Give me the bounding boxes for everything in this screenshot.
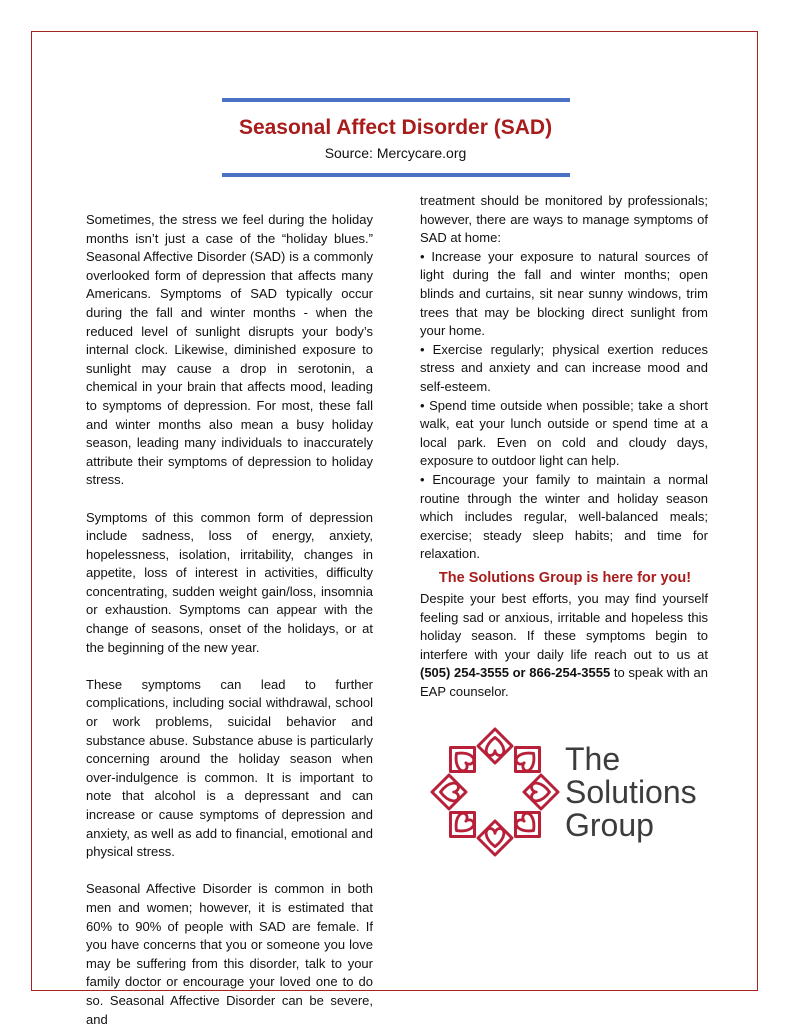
logo-diamond-icon [432,775,466,809]
left-column [86,211,373,1029]
bullet-exercise: • Exercise regularly; physical exertion reduces stress and anxiety and can increase mood and self-esteem. [420,341,708,394]
logo-diamond-icon [478,729,512,763]
logo-heart-icon [450,812,475,837]
paragraph-symptoms: Symptoms of this common form of depression include sadness, loss of energy, anxiety, hopelessness, isolation, irritability, changes in appetite, loss of interest in activities, difficulty concentrating, sudden weight gain/loss, insomnia or exhaustion. Symptoms can appear with the change of seasons, onset of the holidays, or at the beginning of the new year. [86,509,373,655]
logo-diamond-icon [524,775,558,809]
logo-line-group: Group [565,807,654,843]
logo-heart-icon [515,747,540,772]
logo-heart-icon [450,747,475,772]
phone-numbers: (505) 254-3555 or 866-254-3555 [420,665,611,681]
paragraph-treatment: treatment should be monitored by professionals; however, there are ways to manage symptoms of SAD at home: [420,193,708,246]
header-rule-top [222,98,570,102]
paragraph-intro: Sometimes, the stress we feel during the holiday months isn’t just a case of the “holiday blues.” Seasonal Affective Disorder (SAD) is a commonly overlooked form of depression that affects many Americans. Symptoms of SAD typically occur during the fall and winter months - when the reduced level of sunlight disrupts your body’s internal clock. Likewise, diminished exposure to sunlight may cause a drop in serotonin, a chemical in your brain that affects mood, leading to symptoms of depression. For most, these fall and winter months also mean a busy holiday season, leading many individuals to inaccurately attribute their symptoms of depression to holiday stress. [86,212,373,488]
bullet-routine: • Encourage your family to maintain a normal routine through the winter and holiday season which includes regular, well-balanced meals; exercise; steady sleep habits; and time for relaxation. [420,471,708,562]
logo-line-the: The [565,741,621,777]
callout-heading: The Solutions Group is here for you! [438,570,692,586]
logo-line-solutions: Solutions [565,774,697,810]
callout-text-end: to speak with an EAP counselor. [420,665,708,699]
logo-wordmark [565,743,697,842]
callout-text [420,590,708,702]
logo-diamond-icon [478,821,512,855]
source-line: Source: Mercycare.org [324,145,467,161]
logo-heart-icon [532,783,550,801]
header-rule-bottom [222,173,570,177]
paragraph-complications: These symptoms can lead to further complications, including social withdrawal, school or work problems, suicidal behavior and substance abuse. Substance abuse is particularly concerning around the holiday season when over-indulgence is common. It is important to note that alcohol is a depressant and can increase or cause symptoms of depression and anxiety, as well as add to financial, emotional and physical stress. [86,676,373,860]
bullet-outside: • Spend time outside when possible; take a short walk, eat your lunch outside or spend time at a local park. Even on cold and cloudy days, exposure to outdoor light can help. [420,397,708,469]
logo-heart-icon [515,812,540,837]
callout-body [420,590,708,702]
right-column [420,192,708,564]
logo-heart-icon [486,829,504,847]
callout-text-start: Despite your best efforts, you may find yourself feeling sad or anxious, irritable and hopeless this holiday season. If these symptoms begin to interfere with your daily life reach out to us at [420,591,708,662]
page-title: Seasonal Affect Disorder (SAD) [238,116,553,139]
bullet-light: • Increase your exposure to natural sources of light during the fall and winter months; open blinds and curtains, sit near sunny windows, trim trees that may be blocking direct sunlight from your home. [420,248,708,339]
logo-heart-icon [440,783,458,801]
paragraph-prevalence: Seasonal Affective Disorder is common in both men and women; however, it is estimated that 60% to 90% of people with SAD are female. If you have concerns that you or someone you love may be suffering from this disorder, talk to your family doctor or encourage your loved one to do so. Seasonal Affective Disorder can be severe, and [86,881,373,1027]
logo-heart-icon [486,737,504,755]
